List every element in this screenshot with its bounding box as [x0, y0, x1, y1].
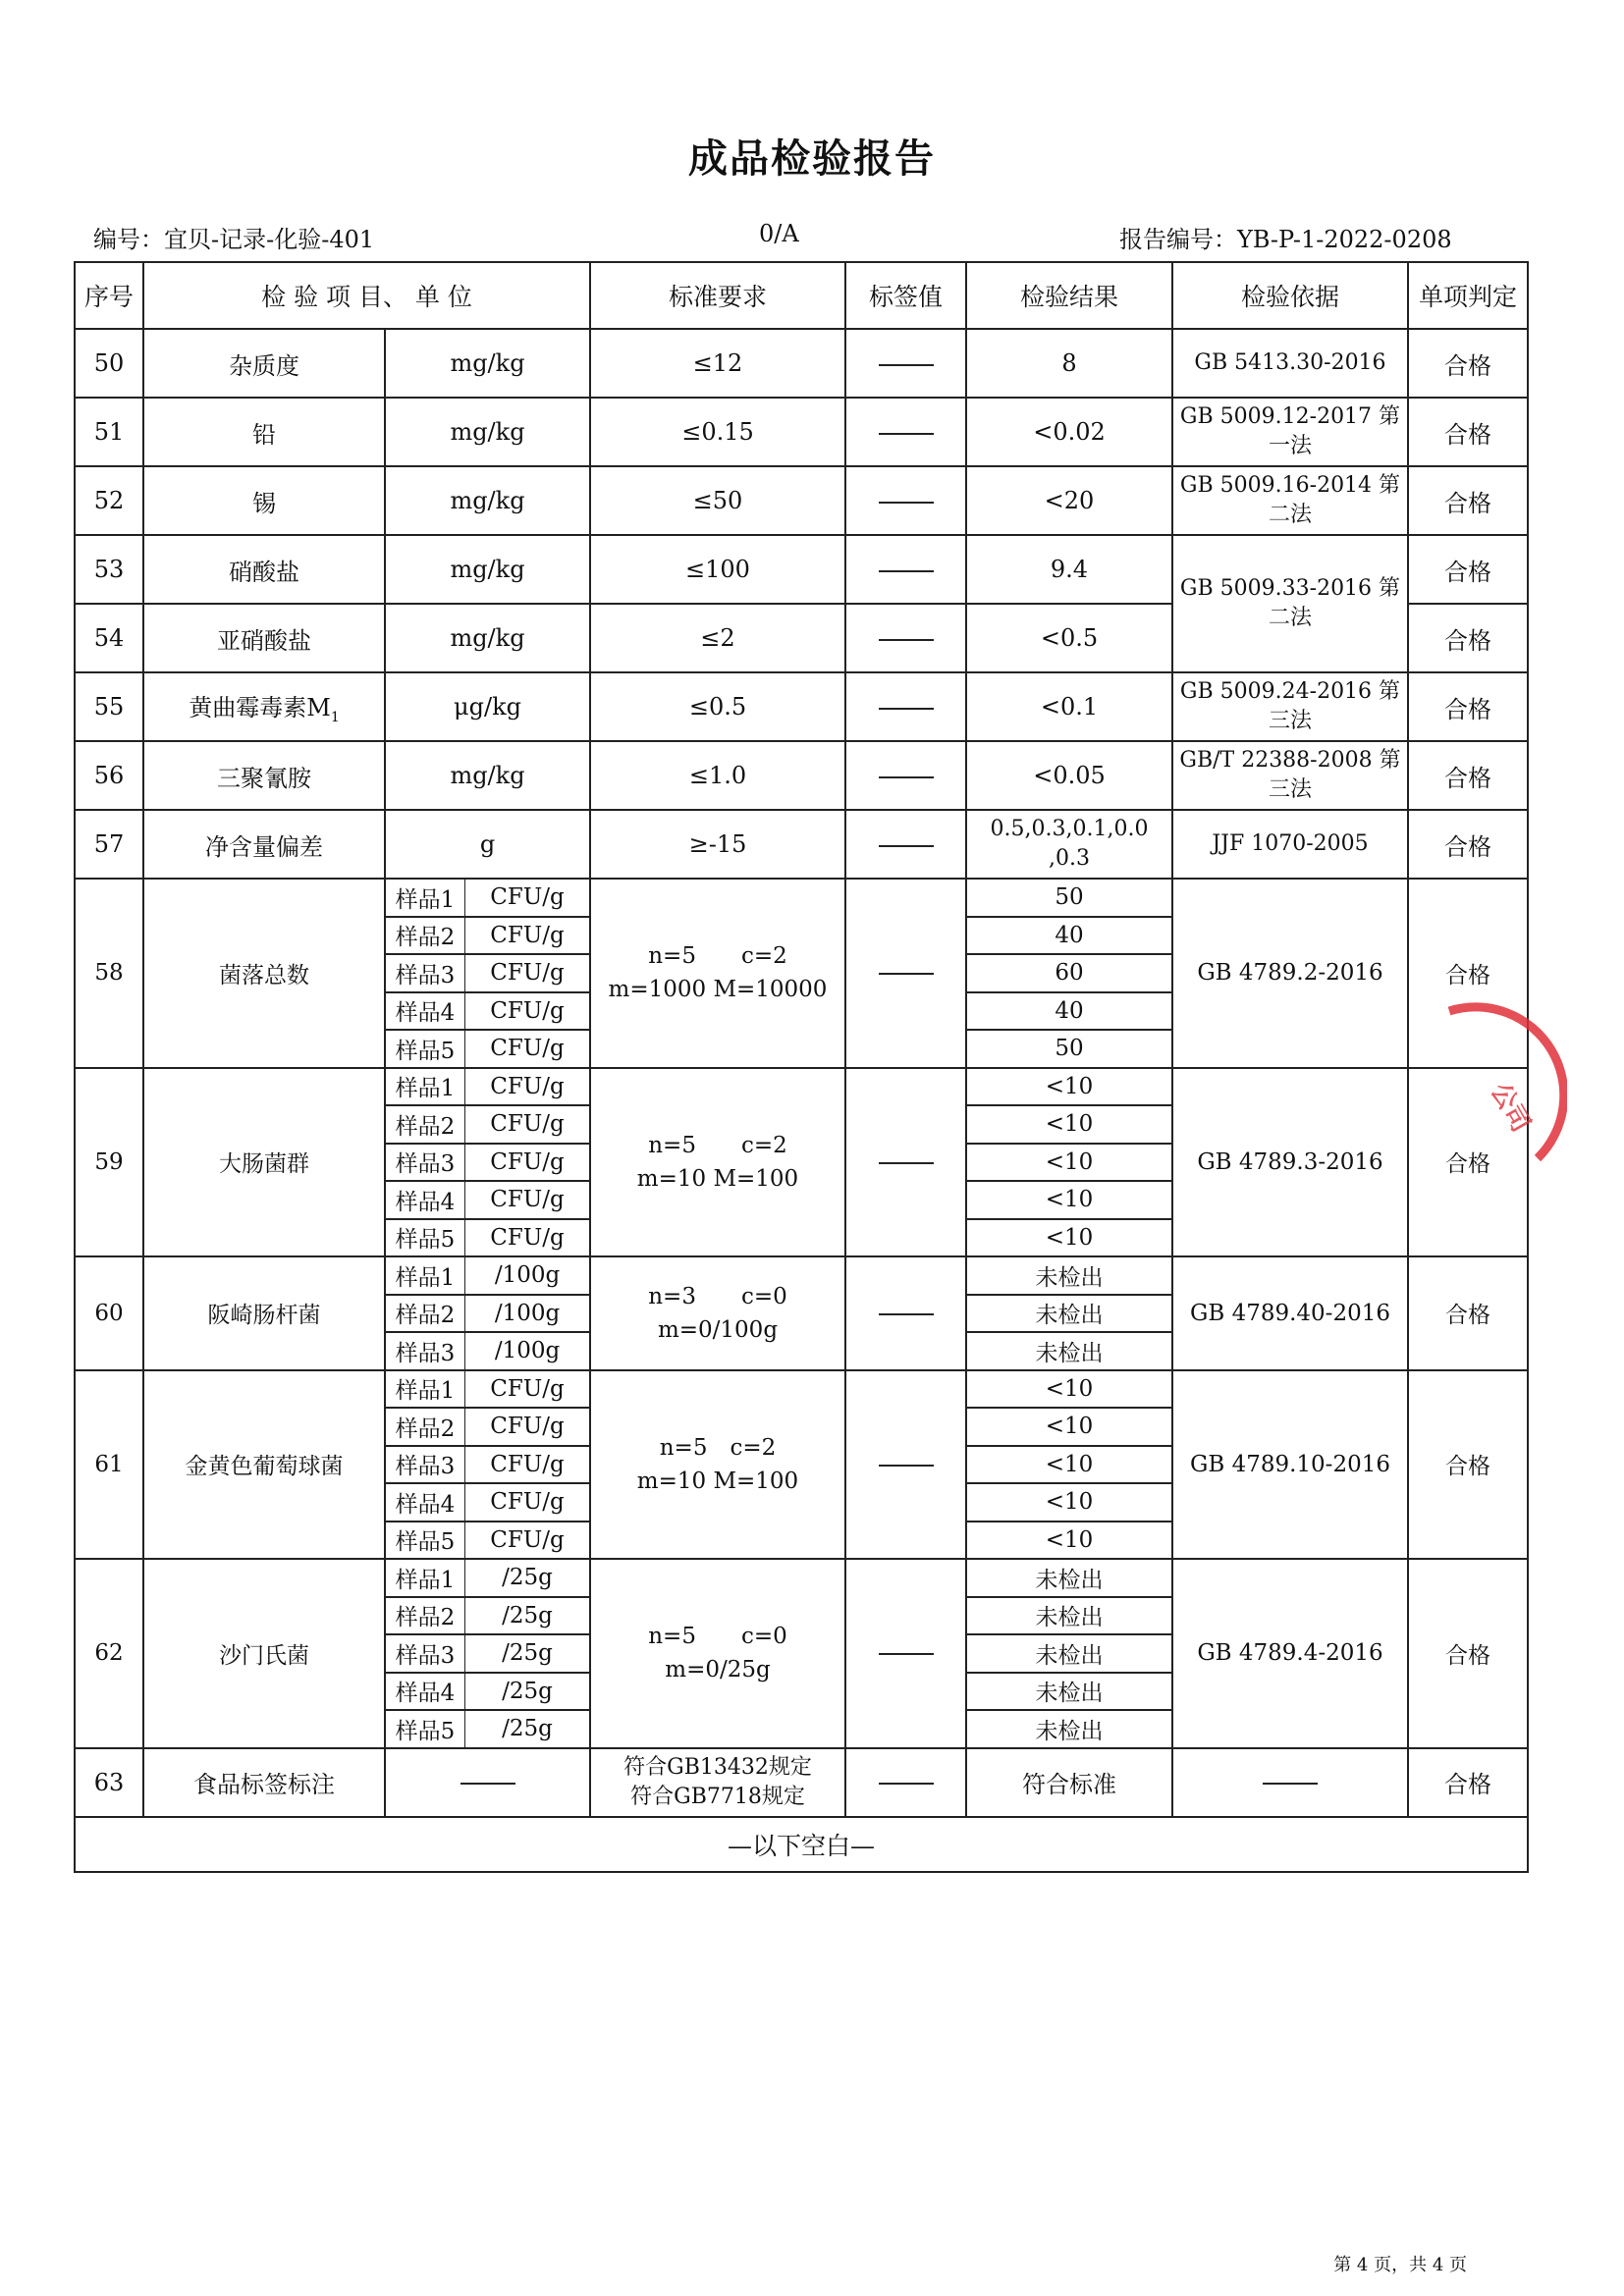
sample-name: 样品3 — [386, 1333, 465, 1369]
row-unit: mg/kg — [385, 604, 590, 672]
inspection-table — [74, 261, 1529, 1873]
row-unit: mg/kg — [385, 466, 590, 535]
label-value-cell — [1172, 1748, 1408, 1817]
dash-mark — [879, 364, 934, 366]
page-footer: 第 4 页，共 4 页 — [1333, 2255, 1467, 2275]
row-seq: 52 — [75, 466, 143, 535]
sample-name: 样品2 — [386, 1106, 465, 1143]
label-value-cell — [845, 672, 966, 741]
sample-cell — [385, 1710, 590, 1748]
sample-cell — [385, 1522, 590, 1560]
row-item: 沙门氏菌 — [143, 1559, 385, 1748]
label-value-cell — [845, 535, 966, 604]
row-standard: ≤0.15 — [590, 398, 845, 466]
row-unit: mg/kg — [385, 535, 590, 604]
row-judgement: 合格 — [1408, 672, 1528, 741]
label-value-cell — [845, 604, 966, 672]
row-item-text: 锡 — [252, 489, 276, 517]
sample-cell — [385, 879, 590, 917]
row-item — [143, 329, 385, 398]
row-seq: 54 — [75, 604, 143, 672]
sample-name: 样品1 — [386, 1371, 465, 1408]
sample-name: 样品1 — [386, 1069, 465, 1105]
sample-result: 40 — [966, 917, 1172, 955]
sample-unit: CFU/g — [490, 1375, 565, 1402]
row-judgement: 合格 — [1408, 398, 1528, 466]
row-standard — [590, 1068, 845, 1257]
row-standard: ≤0.5 — [590, 672, 845, 741]
sample-unit: /25g — [502, 1565, 553, 1591]
row-item-text: 硝酸盐 — [229, 558, 299, 586]
row-unit: mg/kg — [385, 329, 590, 398]
cell-line: n=3 c=0 — [648, 1283, 787, 1309]
sample-result: <10 — [966, 1370, 1172, 1409]
sample-result: <10 — [966, 1522, 1172, 1560]
row-seq: 50 — [75, 329, 143, 398]
row-result: <0.02 — [966, 398, 1172, 466]
dash-mark — [879, 708, 934, 710]
label-value-cell — [845, 741, 966, 810]
row-result: <20 — [966, 466, 1172, 535]
cell-line: 符合GB13432规定 — [623, 1754, 812, 1780]
sample-unit: CFU/g — [490, 1451, 565, 1477]
row-basis: JJF 1070-2005 — [1172, 810, 1408, 879]
row-result: <0.1 — [966, 672, 1172, 741]
label-value-cell — [845, 1370, 966, 1560]
sample-name: 样品5 — [386, 1522, 465, 1559]
row-seq: 60 — [75, 1256, 143, 1370]
sample-name: 样品4 — [386, 1674, 465, 1710]
row-result: 0.5,0.3,0.1,0.0 ,0.3 — [966, 810, 1172, 879]
sample-unit: CFU/g — [490, 1111, 565, 1138]
row-judgement: 合格 — [1408, 879, 1528, 1068]
sample-name: 样品5 — [386, 1711, 465, 1747]
document-revision: 0/A — [759, 220, 799, 247]
sample-unit: /100g — [494, 1300, 561, 1326]
dash-mark — [879, 1783, 934, 1785]
sample-unit: /25g — [502, 1640, 553, 1667]
dash-mark — [879, 776, 934, 778]
row-item-text: 亚硝酸盐 — [217, 626, 311, 655]
sample-unit: CFU/g — [490, 1036, 565, 1062]
sample-cell — [385, 1559, 590, 1597]
label-value-cell — [845, 1748, 966, 1817]
row-unit: g — [385, 810, 590, 879]
row-judgement: 合格 — [1408, 1559, 1528, 1748]
label-value-cell — [845, 879, 966, 1068]
row-standard: ≤2 — [590, 604, 845, 672]
sample-name: 样品4 — [386, 993, 465, 1030]
row-item-text: 三聚氰胺 — [217, 764, 311, 792]
row-standard: ≤50 — [590, 466, 845, 535]
label-value-cell — [385, 1748, 590, 1817]
table-end-row — [75, 1817, 1528, 1872]
sample-cell — [385, 1068, 590, 1106]
sample-result: 60 — [966, 954, 1172, 992]
sample-cell — [385, 1030, 590, 1068]
sample-cell — [385, 1219, 590, 1257]
sample-result: 未检出 — [966, 1634, 1172, 1673]
sample-unit: CFU/g — [490, 1489, 565, 1516]
row-item: 食品标签标注 — [143, 1748, 385, 1817]
row-judgement: 合格 — [1408, 1748, 1528, 1817]
sample-unit: CFU/g — [490, 1148, 565, 1175]
row-judgement: 合格 — [1408, 1370, 1528, 1560]
row-basis: GB 5009.12-2017 第一法 — [1172, 398, 1408, 466]
row-standard: ≤12 — [590, 329, 845, 398]
dash-mark — [1263, 1783, 1318, 1785]
report-title: 成品检验报告 — [688, 135, 936, 182]
cell-line: n=5 c=0 — [648, 1624, 787, 1650]
sample-unit: /25g — [502, 1716, 553, 1742]
sample-cell — [385, 1144, 590, 1182]
sample-result: 未检出 — [966, 1597, 1172, 1635]
sample-result: 未检出 — [966, 1673, 1172, 1711]
row-judgement: 合格 — [1408, 466, 1528, 535]
row-item — [143, 466, 385, 535]
row-seq: 61 — [75, 1370, 143, 1560]
sample-unit: CFU/g — [490, 1526, 565, 1553]
dash-mark — [879, 1162, 934, 1164]
row-result: 9.4 — [966, 535, 1172, 604]
row-item — [143, 810, 385, 879]
row-item — [143, 741, 385, 810]
sample-unit: CFU/g — [490, 960, 565, 987]
row-item — [143, 672, 385, 741]
sample-unit: CFU/g — [490, 1224, 565, 1251]
label-value-cell — [845, 1256, 966, 1370]
row-result: <0.05 — [966, 741, 1172, 810]
sample-unit: /25g — [502, 1602, 553, 1629]
sample-name: 样品2 — [386, 1598, 465, 1634]
sample-result: 50 — [966, 879, 1172, 917]
row-standard — [590, 1370, 845, 1560]
row-standard: ≥-15 — [590, 810, 845, 879]
sample-result: 50 — [966, 1030, 1172, 1068]
table-row — [75, 535, 1528, 604]
table-row — [75, 1068, 1528, 1106]
row-unit: mg/kg — [385, 741, 590, 810]
label-value-cell — [845, 466, 966, 535]
sample-unit: /25g — [502, 1678, 553, 1704]
sample-cell — [385, 992, 590, 1031]
sample-name: 样品3 — [386, 1447, 465, 1483]
header-judgement: 单项判定 — [1408, 262, 1528, 329]
label-value-cell — [845, 329, 966, 398]
row-judgement: 合格 — [1408, 1068, 1528, 1257]
end-note: —以下空白— — [75, 1817, 1528, 1872]
sample-cell — [385, 1673, 590, 1711]
dash-mark — [879, 1653, 934, 1655]
dash-mark — [879, 570, 934, 572]
company-seal-stamp — [1430, 1001, 1567, 1178]
sample-name: 样品2 — [386, 1296, 465, 1332]
row-judgement: 合格 — [1408, 741, 1528, 810]
sample-cell — [385, 1446, 590, 1484]
cell-line: n=5 c=2 — [648, 943, 787, 970]
row-item-text: 黄曲霉毒素M — [189, 694, 331, 722]
row-seq: 59 — [75, 1068, 143, 1257]
sample-name: 样品3 — [386, 1145, 465, 1181]
cell-line: n=5 c=2 — [648, 1132, 787, 1158]
dash-mark — [879, 433, 934, 435]
row-judgement: 合格 — [1408, 329, 1528, 398]
row-basis: GB 4789.2-2016 — [1172, 879, 1408, 1068]
row-standard — [590, 879, 845, 1068]
table-row — [75, 741, 1528, 810]
sample-name: 样品5 — [386, 1031, 465, 1067]
sample-result: <10 — [966, 1105, 1172, 1144]
sample-cell — [385, 1256, 590, 1295]
row-item — [143, 604, 385, 672]
sample-cell — [385, 917, 590, 955]
row-unit: mg/kg — [385, 398, 590, 466]
row-basis: GB 4789.3-2016 — [1172, 1068, 1408, 1257]
dash-mark — [879, 639, 934, 641]
row-item: 大肠菌群 — [143, 1068, 385, 1257]
sample-name: 样品2 — [386, 918, 465, 954]
row-basis: GB 5413.30-2016 — [1172, 329, 1408, 398]
dash-mark — [879, 1465, 934, 1467]
dash-mark — [460, 1783, 515, 1785]
row-judgement: 合格 — [1408, 604, 1528, 672]
sample-cell — [385, 1105, 590, 1144]
row-seq: 57 — [75, 810, 143, 879]
cell-line: 符合GB7718规定 — [630, 1784, 805, 1809]
dash-mark — [879, 845, 934, 847]
sample-unit: CFU/g — [490, 922, 565, 948]
sample-unit: /100g — [494, 1338, 561, 1364]
row-seq: 56 — [75, 741, 143, 810]
row-item-subscript: 1 — [330, 709, 340, 725]
sample-name: 样品5 — [386, 1220, 465, 1256]
row-basis: GB/T 22388-2008 第三法 — [1172, 741, 1408, 810]
cell-line: m=10 M=100 — [636, 1165, 799, 1192]
row-seq: 51 — [75, 398, 143, 466]
sample-name: 样品1 — [386, 1257, 465, 1294]
report-number: 报告编号：YB-P-1-2022-0208 — [1119, 226, 1452, 253]
sample-result: <10 — [966, 1408, 1172, 1446]
header-label-value: 标签值 — [845, 262, 966, 329]
row-standard — [590, 1559, 845, 1748]
document-code: 编号：宜贝-记录-化验-401 — [93, 226, 375, 253]
table-row — [75, 1748, 1528, 1817]
sample-cell — [385, 1295, 590, 1333]
row-seq: 63 — [75, 1748, 143, 1817]
sample-result: 40 — [966, 992, 1172, 1031]
dash-mark — [879, 502, 934, 504]
row-result: 符合标准 — [966, 1748, 1172, 1817]
row-item-text: 铅 — [252, 420, 276, 449]
row-standard: ≤1.0 — [590, 741, 845, 810]
table-header-row — [75, 262, 1528, 329]
sample-cell — [385, 1483, 590, 1522]
row-basis: GB 5009.16-2014 第二法 — [1172, 466, 1408, 535]
sample-result: 未检出 — [966, 1332, 1172, 1370]
cell-line: m=0/25g — [665, 1657, 771, 1683]
row-seq: 58 — [75, 879, 143, 1068]
sample-cell — [385, 1181, 590, 1219]
sample-result: <10 — [966, 1446, 1172, 1484]
row-item: 金黄色葡萄球菌 — [143, 1370, 385, 1560]
row-item-text: 净含量偏差 — [205, 832, 323, 861]
row-item — [143, 398, 385, 466]
row-standard — [590, 1256, 845, 1370]
table-row — [75, 810, 1528, 879]
sample-cell — [385, 954, 590, 992]
sample-unit: CFU/g — [490, 997, 565, 1024]
row-basis: GB 5009.33-2016 第二法 — [1172, 535, 1408, 672]
sample-cell — [385, 1408, 590, 1446]
sample-result: <10 — [966, 1219, 1172, 1257]
cell-line: m=10 M=100 — [636, 1468, 799, 1494]
sample-result: <10 — [966, 1181, 1172, 1219]
sample-unit: CFU/g — [490, 1073, 565, 1099]
sample-unit: /100g — [494, 1262, 561, 1289]
row-standard — [590, 1748, 845, 1817]
cell-line: m=0/100g — [657, 1316, 779, 1343]
table-row — [75, 466, 1528, 535]
dash-mark — [879, 1313, 934, 1315]
label-value-cell — [845, 1068, 966, 1257]
sample-result: <10 — [966, 1068, 1172, 1106]
sample-name: 样品1 — [386, 1560, 465, 1596]
row-judgement: 合格 — [1408, 810, 1528, 879]
row-item — [143, 535, 385, 604]
label-value-cell — [845, 1559, 966, 1748]
sample-unit: CFU/g — [490, 1187, 565, 1213]
sample-result: <10 — [966, 1144, 1172, 1182]
row-seq: 62 — [75, 1559, 143, 1748]
row-basis: GB 4789.4-2016 — [1172, 1559, 1408, 1748]
table-row — [75, 1370, 1528, 1409]
label-value-cell — [845, 810, 966, 879]
sample-result: 未检出 — [966, 1295, 1172, 1333]
sample-name: 样品1 — [386, 880, 465, 916]
sample-cell — [385, 1370, 590, 1409]
row-seq: 55 — [75, 672, 143, 741]
cell-line: m=1000 M=10000 — [608, 977, 828, 1003]
sample-result: 未检出 — [966, 1559, 1172, 1597]
table-row — [75, 398, 1528, 466]
sample-name: 样品4 — [386, 1484, 465, 1521]
row-basis: GB 4789.40-2016 — [1172, 1256, 1408, 1370]
label-value-cell — [845, 398, 966, 466]
row-result: <0.5 — [966, 604, 1172, 672]
row-seq: 53 — [75, 535, 143, 604]
sample-result: <10 — [966, 1483, 1172, 1522]
header-standard: 标准要求 — [590, 262, 845, 329]
row-judgement: 合格 — [1408, 535, 1528, 604]
row-unit: μg/kg — [385, 672, 590, 741]
cell-line: n=5 c=2 — [659, 1434, 777, 1461]
header-result: 检验结果 — [966, 262, 1172, 329]
table-row — [75, 1256, 1528, 1295]
sample-cell — [385, 1332, 590, 1370]
svg-text:公司: 公司 — [1484, 1078, 1536, 1138]
row-judgement: 合格 — [1408, 1256, 1528, 1370]
row-item: 阪崎肠杆菌 — [143, 1256, 385, 1370]
sample-name: 样品3 — [386, 1635, 465, 1672]
table-row — [75, 329, 1528, 398]
sample-name: 样品4 — [386, 1182, 465, 1218]
row-basis: GB 4789.10-2016 — [1172, 1370, 1408, 1560]
sample-name: 样品2 — [386, 1409, 465, 1445]
table-row — [75, 1559, 1528, 1597]
row-basis: GB 5009.24-2016 第三法 — [1172, 672, 1408, 741]
header-basis: 检验依据 — [1172, 262, 1408, 329]
sample-name: 样品3 — [386, 955, 465, 991]
table-row — [75, 672, 1528, 741]
row-standard: ≤100 — [590, 535, 845, 604]
sample-unit: CFU/g — [490, 884, 565, 911]
dash-mark — [879, 973, 934, 975]
header-seq: 序号 — [75, 262, 143, 329]
table-row — [75, 879, 1528, 917]
row-item-text: 杂质度 — [229, 351, 299, 380]
header-item: 检 验 项 目、 单 位 — [143, 262, 590, 329]
row-result: 8 — [966, 329, 1172, 398]
sample-result: 未检出 — [966, 1710, 1172, 1748]
row-item: 菌落总数 — [143, 879, 385, 1068]
sample-cell — [385, 1597, 590, 1635]
sample-cell — [385, 1634, 590, 1673]
sample-unit: CFU/g — [490, 1414, 565, 1440]
sample-result: 未检出 — [966, 1256, 1172, 1295]
